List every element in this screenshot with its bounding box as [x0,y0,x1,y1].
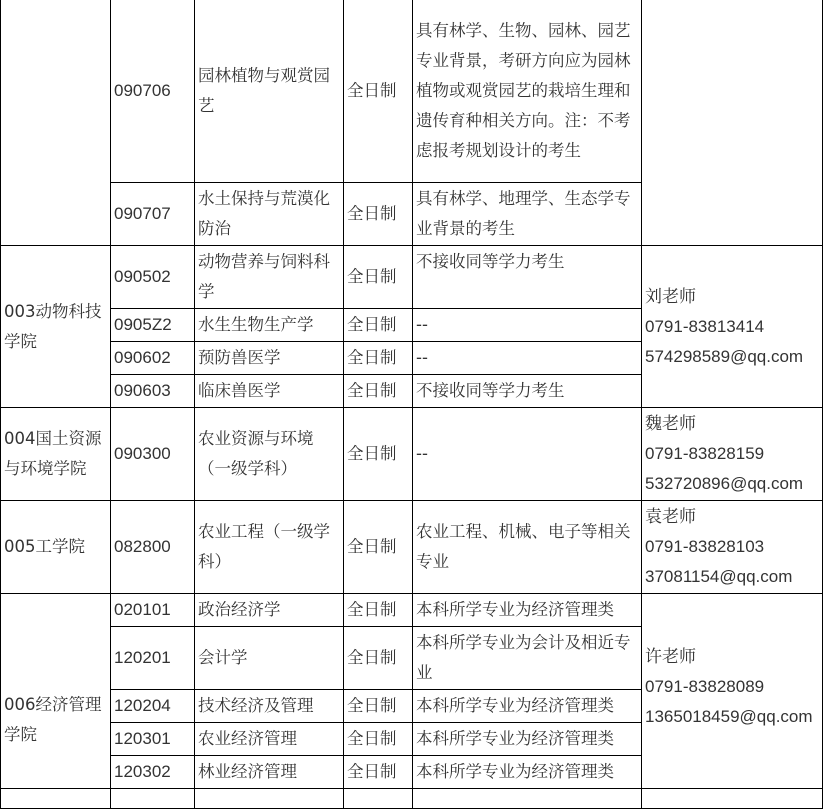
contact-phone: 0791-83813414 [645,316,765,336]
contact-cell [642,246,823,408]
contact-cell [642,789,823,809]
study-mode: 全日制 [344,723,413,756]
table-row [1,789,823,809]
major-code: 090602 [111,342,195,375]
table-row [1,408,823,501]
college-cell: 005工学院 [1,501,111,594]
major-code: 082800 [111,501,195,594]
requirement-note: -- [413,408,642,501]
contact-email: 574298589@qq.com [645,346,804,366]
requirement-note: -- [413,342,642,375]
study-mode: 全日制 [344,690,413,723]
study-mode: 全日制 [344,375,413,408]
major-name: 水土保持与荒漠化防治 [195,183,344,246]
major-code: 120302 [111,756,195,789]
major-name: 林业经济管理 [195,756,344,789]
study-mode: 全日制 [344,627,413,690]
requirement-note: 本科所学专业为经济管理类 [413,723,642,756]
study-mode: 全日制 [344,246,413,309]
major-code: 120201 [111,627,195,690]
contact-teacher: 袁老师 [645,507,696,526]
contact-cell [642,594,823,789]
major-code [111,789,195,809]
study-mode: 全日制 [344,501,413,594]
study-mode: 全日制 [344,408,413,501]
study-mode [344,789,413,809]
requirement-note [413,789,642,809]
table-row [1,246,823,309]
major-code: 120204 [111,690,195,723]
major-name: 临床兽医学 [195,375,344,408]
requirement-note: 本科所学专业为经济管理类 [413,594,642,627]
contact-cell [642,408,823,501]
requirement-note: -- [413,309,642,342]
contact-teacher: 魏老师 [645,414,696,433]
requirement-note: 本科所学专业为经济管理类 [413,690,642,723]
contact-phone: 0791-83828103 [645,537,765,556]
requirement-note: 具有林学、生物、园林、园艺专业背景，考研方向应为园林植物或观赏园艺的栽培生理和遗传育种相关方向。注：不考虑报考规划设计的考生 [413,0,642,183]
college-cell: 006经济管理学院 [1,594,111,789]
contact-teacher: 许老师 [645,647,696,666]
college-cell [1,789,111,809]
study-mode: 全日制 [344,342,413,375]
contact-email: 532720896@qq.com [645,474,804,493]
major-name: 会计学 [195,627,344,690]
contact-phone: 0791-83828089 [645,677,765,696]
table-row [1,501,823,594]
major-name: 预防兽医学 [195,342,344,375]
study-mode: 全日制 [344,309,413,342]
requirement-note: 不接收同等学力考生 [413,246,642,309]
major-name: 园林植物与观赏园艺 [195,0,344,183]
study-mode: 全日制 [344,183,413,246]
major-name: 农业资源与环境（一级学科） [195,408,344,501]
major-code: 090502 [111,246,195,309]
study-mode: 全日制 [344,756,413,789]
contact-cell [642,501,823,594]
requirement-note: 农业工程、机械、电子等相关专业 [413,501,642,594]
major-code: 090603 [111,375,195,408]
requirement-note: 本科所学专业为经济管理类 [413,756,642,789]
major-name: 政治经济学 [195,594,344,627]
table-row [1,0,823,183]
college-cell: 003动物科技学院 [1,246,111,408]
major-name: 农业经济管理 [195,723,344,756]
major-code: 090706 [111,0,195,183]
major-code: 120301 [111,723,195,756]
contact-cell [642,0,823,246]
major-code: 090707 [111,183,195,246]
major-code: 0905Z2 [111,309,195,342]
college-cell [1,0,111,246]
study-mode: 全日制 [344,0,413,183]
table-row [1,594,823,627]
study-mode: 全日制 [344,594,413,627]
college-cell: 004国土资源与环境学院 [1,408,111,501]
contact-teacher: 刘老师 [645,286,696,306]
major-code: 020101 [111,594,195,627]
contact-phone: 0791-83828159 [645,444,765,463]
requirement-note: 具有林学、地理学、生态学专业背景的考生 [413,183,642,246]
requirement-note: 不接收同等学力考生 [413,375,642,408]
contact-email: 1365018459@qq.com [645,707,813,726]
contact-email: 37081154@qq.com [645,567,793,586]
requirement-note: 本科所学专业为会计及相近专业 [413,627,642,690]
major-code: 090300 [111,408,195,501]
major-name: 技术经济及管理 [195,690,344,723]
major-name: 农业工程（一级学科） [195,501,344,594]
major-name [195,789,344,809]
major-name: 动物营养与饲料科学 [195,246,344,309]
major-name: 水生生物生产学 [195,309,344,342]
